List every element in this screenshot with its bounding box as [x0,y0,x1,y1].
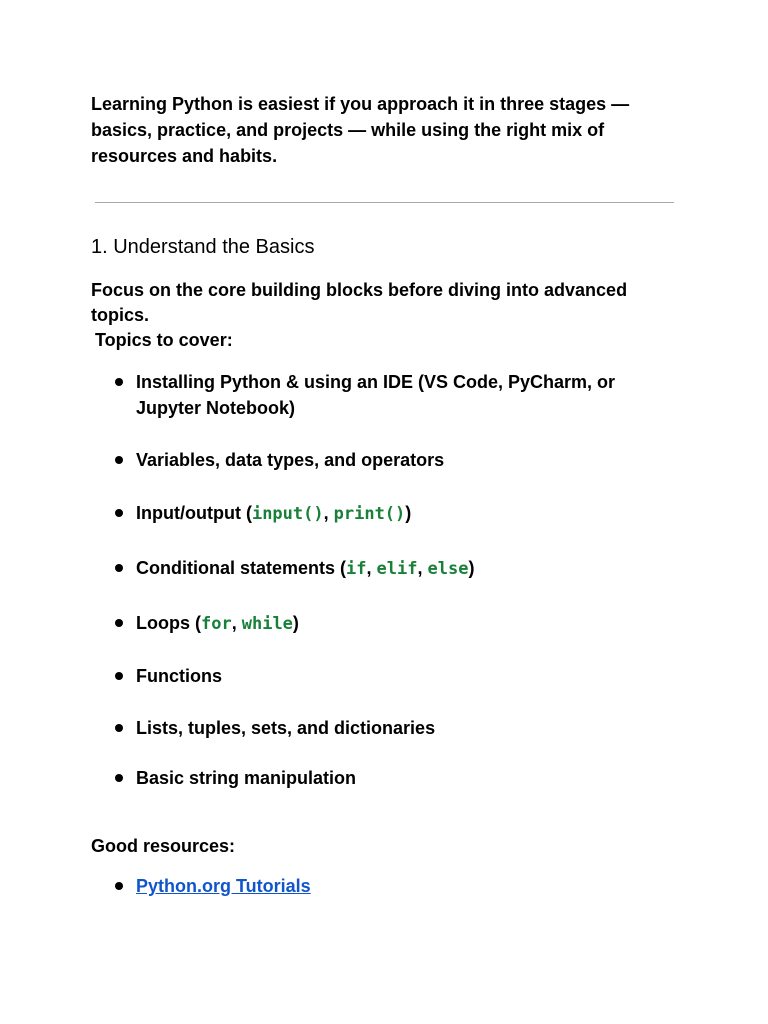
topic-text: ) [405,503,412,523]
separator: , [323,503,334,523]
topic-item-input-output [136,500,656,527]
topic-text: Input/output ( [136,503,252,523]
topic-text: Conditional statements ( [136,558,347,578]
separator: , [417,558,428,578]
code-elif: elif [376,559,418,579]
topic-item-conditionals [136,555,656,582]
bullet-icon [115,456,123,464]
code-for: for [201,614,232,634]
resource-item [136,873,656,899]
bullet-icon [115,378,123,386]
focus-paragraph: Focus on the core building blocks before diving into advanced topics. [91,280,628,325]
python-org-tutorials-link[interactable]: Python.org Tutorials [136,876,311,896]
separator: , [231,613,242,633]
resources-label: Good resources: [91,836,236,856]
topic-item-ide: Installing Python & using an IDE (VS Code, PyCharm, or Jupyter Notebook) [136,372,616,418]
topic-item-loops [136,610,656,637]
horizontal-divider [95,202,674,203]
intro-paragraph: Learning Python is easiest if you approach it in three stages — basics, practice, and projects — while using the right mix of resources and habits. [91,94,630,166]
code-while: while [241,614,293,634]
separator: , [366,558,377,578]
bullet-icon [115,672,123,680]
code-if: if [346,559,367,579]
topic-item-variables: Variables, data types, and operators [136,450,445,470]
topic-item-collections: Lists, tuples, sets, and dictionaries [136,718,436,738]
bullet-icon [115,882,123,890]
topics-label: Topics to cover: [95,330,233,350]
topic-text: ) [292,613,299,633]
bullet-icon [115,619,123,627]
topic-text: ) [468,558,475,578]
bullet-icon [115,724,123,732]
topic-text: Loops ( [136,613,201,633]
topic-item-strings: Basic string manipulation [136,768,357,788]
code-print: print() [333,504,406,524]
section-heading: 1. Understand the Basics [91,236,315,258]
topic-item-functions: Functions [136,666,222,686]
code-else: else [427,559,469,579]
bullet-icon [115,509,123,517]
bullet-icon [115,564,123,572]
bullet-icon [115,774,123,782]
code-input: input() [251,504,324,524]
